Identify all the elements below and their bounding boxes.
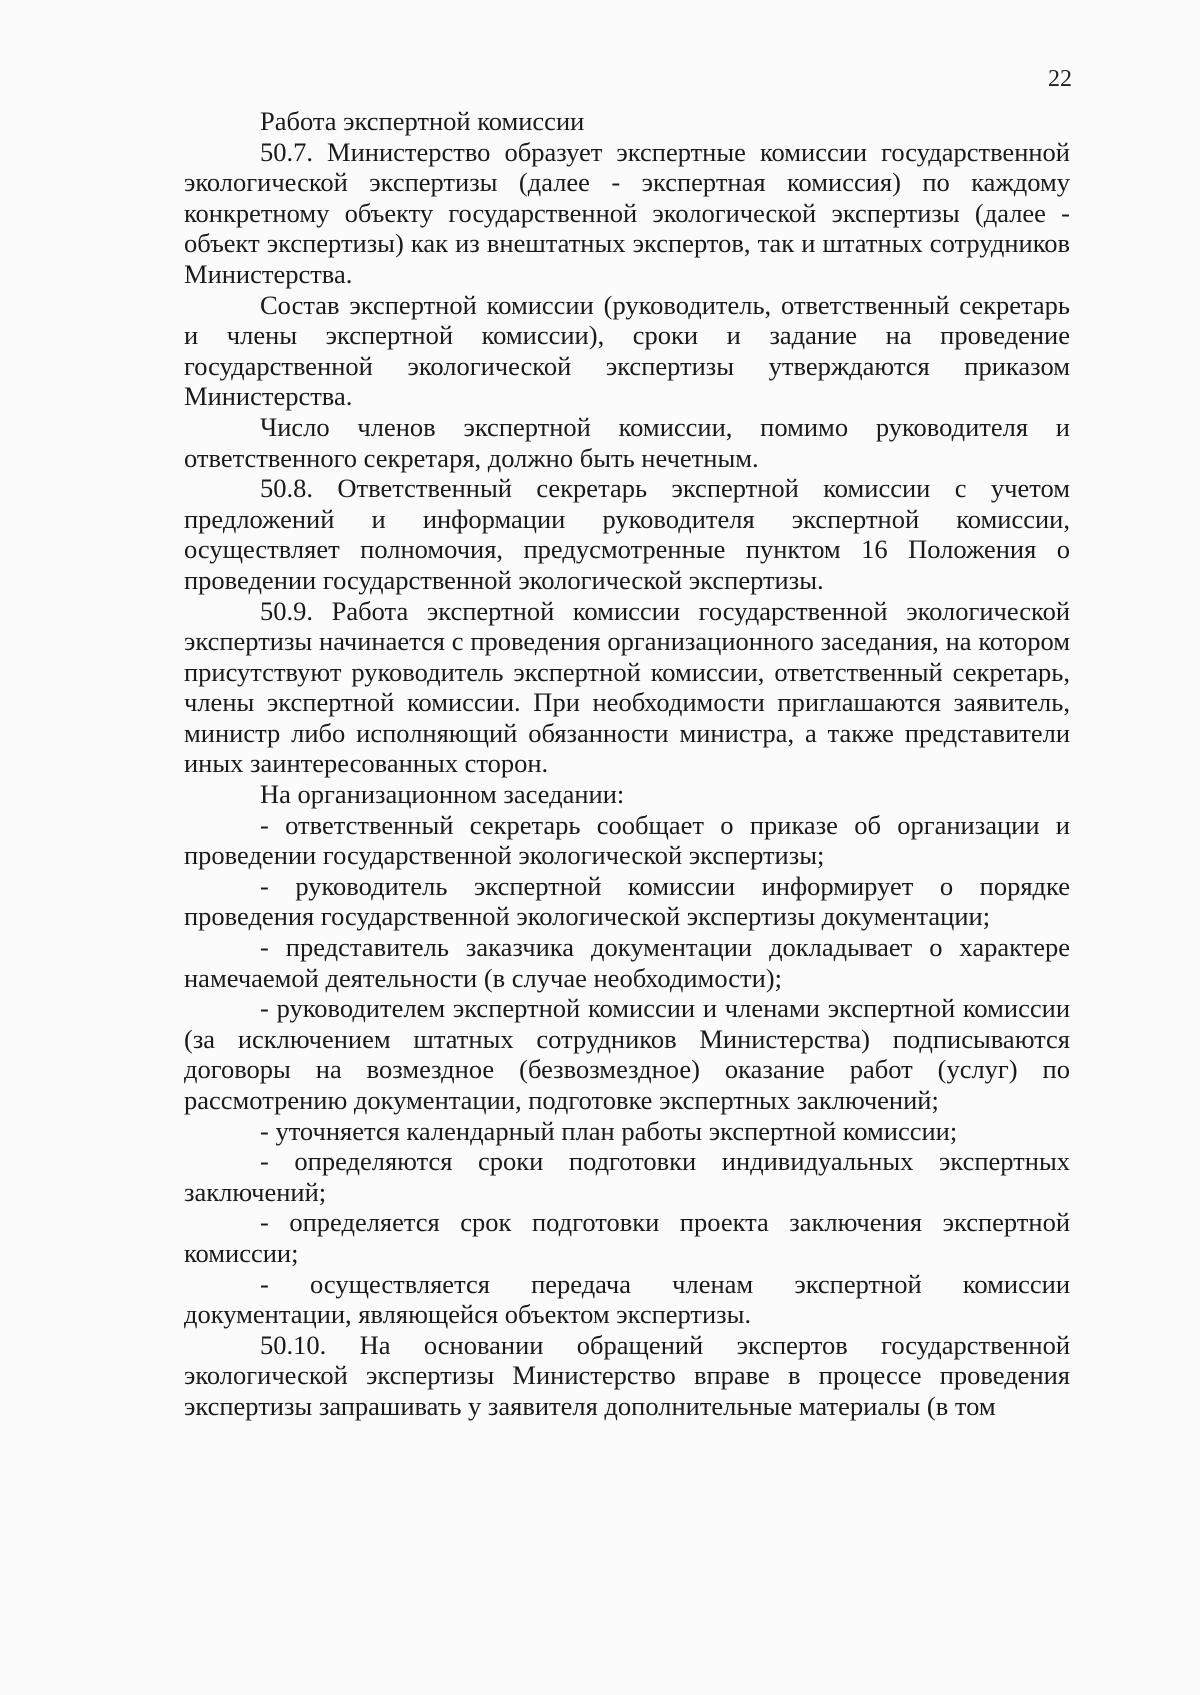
list-item: - руководителем экспертной комиссии и членами экспертной комиссии (за исключением штатных сотрудников Министерства) подписываются договоры на возмездное (безвозмездное) оказание работ (услуг) по рассмотрению документации, подготовке экспертных заключений; (184, 993, 1070, 1115)
section-heading: Работа экспертной комиссии (260, 106, 585, 136)
list-item: - определяется срок подготовки проекта заключения экспертной комиссии; (184, 1207, 1070, 1268)
paragraph-50-7: 50.7. Министерство образует экспертные комиссии государственной экологической экспертизы (далее - экспертная комиссия) по каждому конкретному объекту государственной экологической экспертизы (далее - объект экспертизы) как из внештатных экспертов, так и штатных сотрудников Министерства. (184, 136, 1070, 289)
paragraph-commission-composition: Состав экспертной комиссии (руководитель, ответственный секретарь и члены экспертной комиссии), сроки и задание на проведение государственной экологической экспертизы утверждаются приказом Министерства. (184, 289, 1070, 412)
paragraph-meeting-intro: На организационном заседании: (260, 779, 625, 810)
paragraph-50-10: 50.10. На основании обращений экспертов государственной экологической экспертизы Министерство вправе в процессе проведения экспертизы запрашивать у заявителя дополнительные материалы (в том (184, 1329, 1070, 1421)
paragraph-50-9: 50.9. Работа экспертной комиссии государственной экологической экспертизы начинается с проведения организационного заседания, на котором присутствуют руководитель экспертной комиссии, ответственный секретарь, члены экспертной комиссии. При необходимости приглашаются заявитель, министр либо исполняющий обязанности министра, а также представители иных заинтересованных сторон. (184, 595, 1070, 779)
list-item: - ответственный секретарь сообщает о приказе об организации и проведении государственной экологической экспертизы; (184, 809, 1070, 871)
list-item: - представитель заказчика документации докладывает о характере намечаемой деятельности (в случае необходимости); (184, 932, 1070, 993)
paragraph-50-8: 50.8. Ответственный секретарь экспертной комиссии с учетом предложений и информации руководителя экспертной комиссии, осуществляет полномочия, предусмотренные пунктом 16 Положения о проведении государственной экологической экспертизы. (184, 473, 1070, 595)
page-number: 22 (1048, 66, 1072, 92)
list-item: - руководитель экспертной комиссии информирует о порядке проведения государственной экологической экспертизы документации; (184, 870, 1070, 932)
document-body (184, 106, 1070, 1422)
list-item: - уточняется календарный план работы экспертной комиссии; (260, 1115, 958, 1146)
list-item: - осуществляется передача членам экспертной комиссии документации, являющейся объектом экспертизы. (184, 1268, 1070, 1330)
paragraph-member-count: Число членов экспертной комиссии, помимо руководителя и ответственного секретаря, должно быть нечетным. (184, 411, 1070, 473)
list-item: - определяются сроки подготовки индивидуальных экспертных заключений; (184, 1146, 1070, 1207)
